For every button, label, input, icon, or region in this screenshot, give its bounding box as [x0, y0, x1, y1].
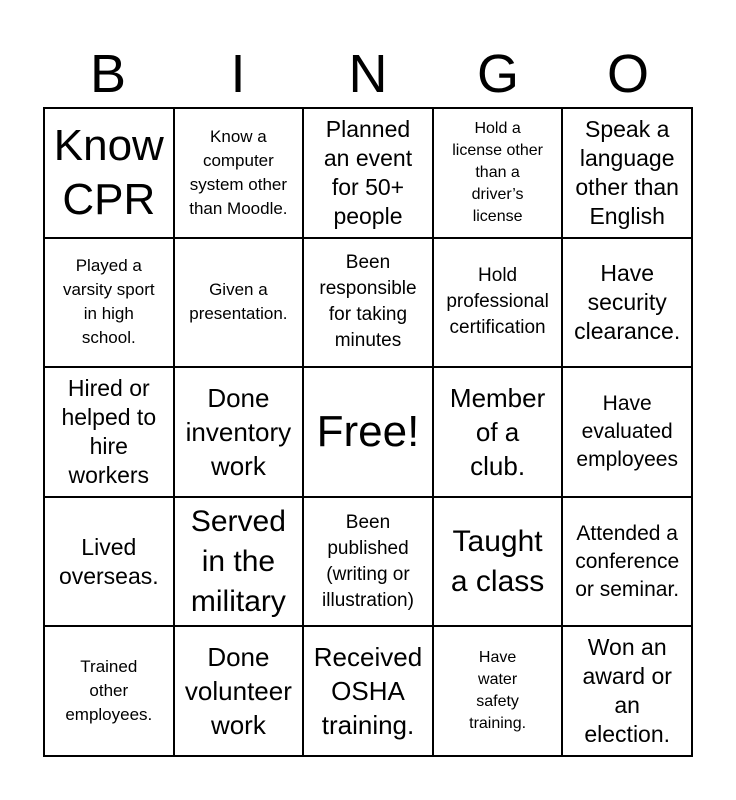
cell-text: Have water safety training.: [469, 649, 527, 733]
header-letter-g: G: [476, 44, 519, 104]
bingo-cell[interactable]: [563, 109, 693, 239]
cell-text: Played a varsity sport in high school.: [62, 256, 155, 348]
cell-text: Hold professional certification: [446, 265, 549, 339]
bingo-cell[interactable]: [304, 109, 434, 239]
cell-text: Attended a conference or seminar.: [575, 521, 680, 601]
bingo-cell[interactable]: [434, 368, 564, 498]
cell-text: Received OSHA training.: [313, 642, 423, 741]
cell-text: Won an award or an election.: [582, 634, 672, 748]
bingo-cell[interactable]: [563, 627, 693, 757]
cell-text: Member of a club.: [449, 382, 546, 481]
bingo-cell[interactable]: [45, 239, 175, 369]
bingo-cell[interactable]: [45, 109, 175, 239]
bingo-cell[interactable]: [563, 498, 693, 628]
header-letter-i: I: [230, 44, 246, 104]
cell-text: Have security clearance.: [574, 259, 681, 344]
bingo-cell[interactable]: [45, 368, 175, 498]
bingo-cell[interactable]: [45, 627, 175, 757]
cell-text: Been published (writing or illustration): [322, 511, 414, 611]
cell-text: Done volunteer work: [184, 642, 292, 741]
bingo-cell[interactable]: [175, 109, 305, 239]
header-letter-o: O: [606, 44, 649, 104]
free-space-cell[interactable]: [304, 368, 434, 498]
cell-text: Trained other employees.: [65, 657, 153, 725]
bingo-cell[interactable]: [434, 627, 564, 757]
bingo-cell[interactable]: [45, 498, 175, 628]
cell-text: Done inventory work: [185, 382, 292, 481]
bingo-cell[interactable]: [175, 368, 305, 498]
cell-text: Have evaluated employees: [576, 391, 678, 471]
cell-text: Served in the military: [190, 504, 286, 618]
cell-text: Know a computer system other than Moodle.: [189, 126, 288, 218]
header-letter-n: N: [348, 44, 388, 104]
cell-text: Hired or helped to hire workers: [61, 374, 157, 488]
bingo-cell[interactable]: [563, 239, 693, 369]
bingo-cell[interactable]: [434, 109, 564, 239]
free-space-text: Free!: [316, 406, 420, 456]
bingo-cell[interactable]: [175, 498, 305, 628]
bingo-board: [43, 107, 693, 757]
bingo-cell[interactable]: [304, 239, 434, 369]
cell-text: Speak a language other than English: [575, 115, 679, 229]
bingo-cell[interactable]: [434, 239, 564, 369]
bingo-cell[interactable]: [304, 498, 434, 628]
cell-text: Lived overseas.: [58, 533, 159, 589]
header-letter-b: B: [89, 44, 127, 104]
bingo-header: [43, 40, 693, 108]
bingo-cell[interactable]: [563, 368, 693, 498]
bingo-cell[interactable]: [175, 239, 305, 369]
cell-text: Been responsible for taking minutes: [319, 252, 417, 352]
bingo-cell[interactable]: [434, 498, 564, 628]
bingo-cell[interactable]: [175, 627, 305, 757]
bingo-cell[interactable]: [304, 627, 434, 757]
cell-text: Given a presentation.: [189, 280, 288, 324]
cell-text: Taught a class: [450, 524, 545, 598]
cell-text: Hold a license other than a driver’s license: [452, 119, 543, 225]
cell-text: Know CPR: [53, 120, 164, 224]
cell-text: Planned an event for 50+ people: [323, 115, 413, 229]
